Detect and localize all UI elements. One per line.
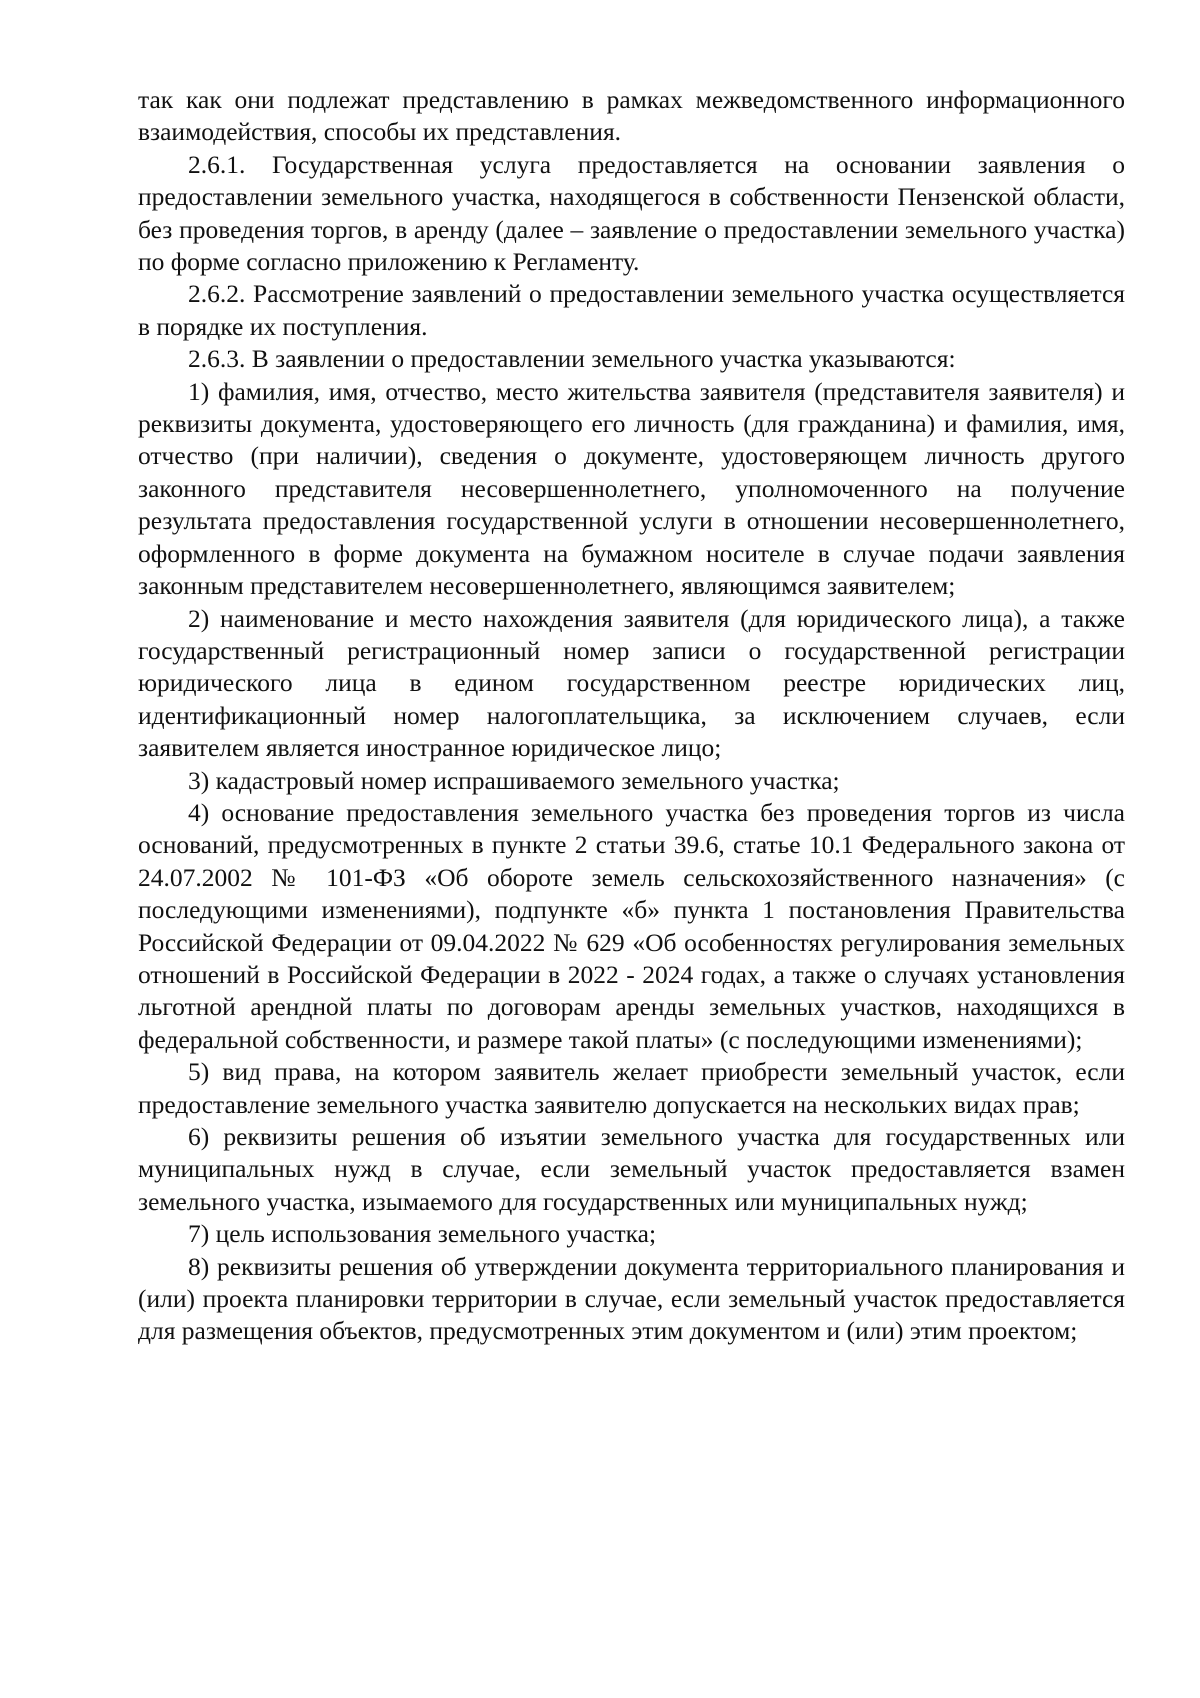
list-item-2: 2) наименование и место нахождения заявителя (для юридического лица), а также государственный регистрационный номер записи о государственной регистрации юридического лица в едином государственном реестре юридических лиц, идентификационный номер налогоплательщика, за исключением случаев, если заявителем является иностранное юридическое лицо;	[138, 603, 1125, 763]
list-item-3: 3) кадастровый номер испрашиваемого земельного участка;	[188, 765, 840, 795]
list-item-6: 6) реквизиты решения об изъятии земельного участка для государственных или муниципальных нужд в случае, если земельный участок предоставляется взамен земельного участка, изымаемого для государственных или муниципальных нужд;	[138, 1122, 1125, 1216]
paragraph-2-6-3: 2.6.3. В заявлении о предоставлении земельного участка указываются:	[188, 344, 956, 374]
paragraph-2-6-2: 2.6.2. Рассмотрение заявлений о предоставлении земельного участка осуществляется в порядке их поступления.	[138, 279, 1125, 341]
paragraph-2-6-1: 2.6.1. Государственная услуга предоставляется на основании заявления о предоставлении земельного участка, находящегося в собственности Пензенской области, без проведения торгов, в аренду (далее – заявление о предоставлении земельного участка) по форме согласно приложению к Регламенту.	[138, 149, 1125, 277]
paragraph-continuation: так как они подлежат представлению в рамках межведомственного информационного взаимодействия, способы их представления.	[138, 85, 1125, 147]
list-item-7: 7) цель использования земельного участка;	[188, 1219, 657, 1249]
list-item-5: 5) вид права, на котором заявитель желает приобрести земельный участок, если предоставление земельного участка заявителю допускается на нескольких видах прав;	[138, 1057, 1125, 1119]
list-item-8: 8) реквизиты решения об утверждении документа территориального планирования и (или) проекта планировки территории в случае, если земельный участок предоставляется для размещения объектов, предусмотренных этим документом и (или) этим проектом;	[138, 1251, 1125, 1346]
list-item-4: 4) основание предоставления земельного участка без проведения торгов из числа оснований, предусмотренных в пункте 2 статьи 39.6, статье 10.1 Федерального закона от 24.07.2002 № 101-ФЗ «Об обороте земель сельскохозяйственного назначения» (с последующими изменениями), подпункте «б» пункта 1 постановления Правительства Российской Федерации от 09.04.2022 № 629 «Об особенностях регулирования земельных отношений в Российской Федерации в 2022 - 2024 годах, а также о случаях установления льготной арендной платы по договорам аренды земельных участков, находящихся в федеральной собственности, и размере такой платы» (с последующими изменениями);	[138, 797, 1125, 1054]
list-item-1: 1) фамилия, имя, отчество, место жительства заявителя (представителя заявителя) и реквизиты документа, удостоверяющего его личность (для гражданина) и фамилия, имя, отчество (при наличии), сведения о документе, удостоверяющем личность другого законного представителя несовершеннолетнего, уполномоченного на получение результата предоставления государственной услуги в отношении несовершеннолетнего, оформленного в форме документа на бумажном носителе в случае подачи заявления законным представителем несовершеннолетнего, являющимся заявителем;	[138, 376, 1125, 601]
document-page	[138, 84, 1125, 1348]
